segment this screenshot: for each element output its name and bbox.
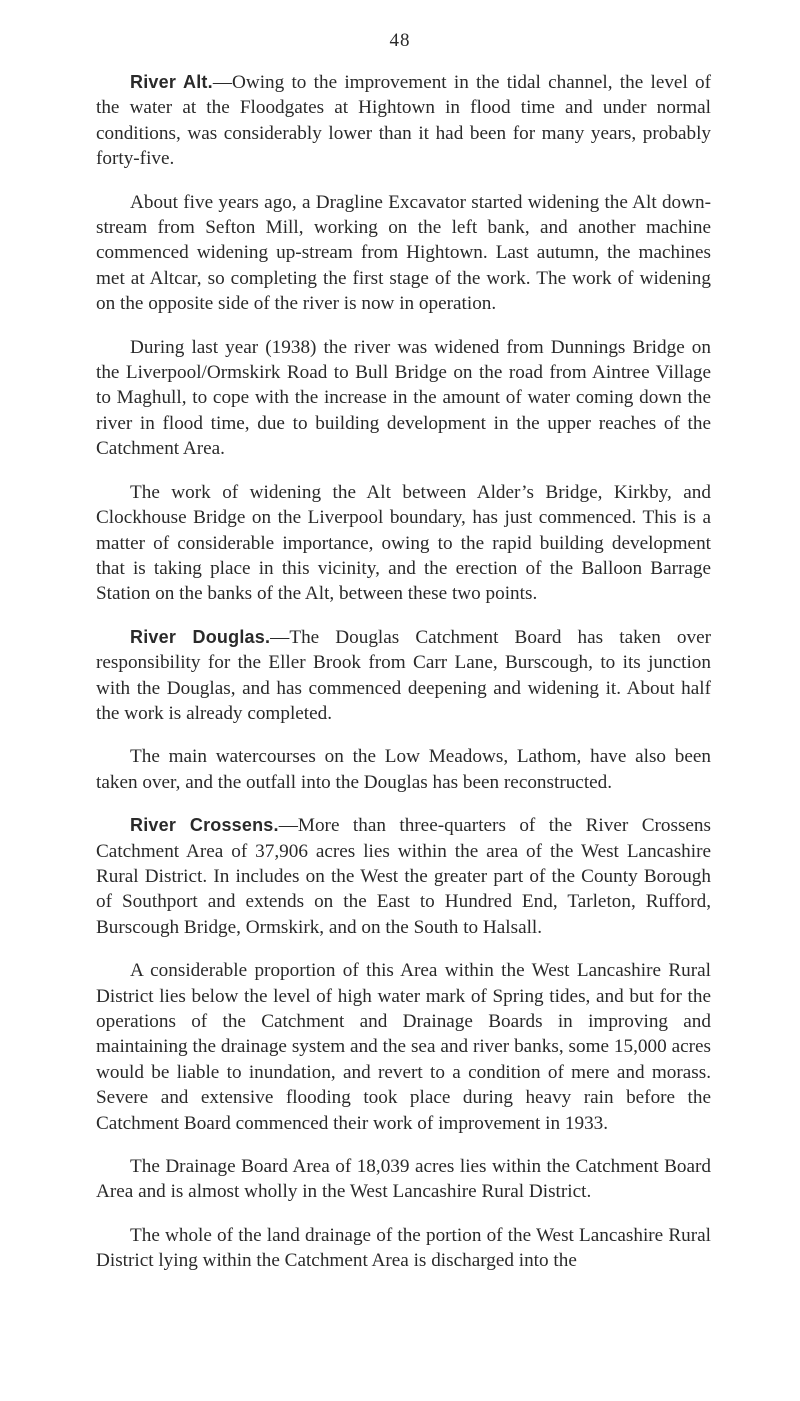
paragraph-text: —Owing to the improvement in the tidal channel, the level of the water at the Floodgates at Hightown in flood time and under normal conditions, was considerably lower than it had been for many years, probably forty-five. (96, 72, 712, 170)
section-heading-river-douglas: River Douglas. (130, 626, 271, 647)
paragraph-river-alt-4: The work of widening the Alt between Alder’s Bridge, Kirkby, and Clockhouse Bridge on the Liverpool boundary, has just commenced. This is a matter of considerable importance, owing to the rapid building development that is taking place in this vicinity, and the erection of the Balloon Barrage Station on the banks of the Alt, between these two points. (96, 481, 711, 605)
paragraph-river-alt-3: During last year (1938) the river was widened from Dunnings Bridge on the Liverpool/Ormskirk Road to Bull Bridge on the road from Aintree Village to Maghull, to cope with the increase in the amount of water coming down the river in flood time, due to building development in the upper reaches of the Catchment Area. (96, 336, 711, 460)
paragraph-river-douglas-2: The main watercourses on the Low Meadows, Lathom, have also been taken over, and the outfall into the Douglas has been reconstructed. (96, 746, 711, 793)
section-heading-river-alt: River Alt. (130, 72, 213, 92)
paragraph-river-crossens-1 (96, 813, 711, 940)
paragraph-river-crossens-3: The Drainage Board Area of 18,039 acres lies within the Catchment Board Area and is almost wholly in the West Lancashire Rural District. (96, 1156, 711, 1203)
page-number: 48 (389, 30, 411, 51)
paragraph-text: —More than three-quarters of the River Crossens Catchment Area of 37,906 acres lies within the area of the West Lancashire Rural District. In includes on the West the greater part of the County Borough of Southport and extends on the East to Hundred End, Tarleton, Rufford, Burscough Bridge, Ormskirk, and on the South to Halsall. (96, 815, 711, 938)
paragraph-river-douglas-1 (96, 625, 711, 727)
body-text (96, 70, 711, 1292)
paragraph-river-crossens-4: The whole of the land drainage of the portion of the West Lancashire Rural District lying within the Catchment Area is discharged into the (96, 1224, 711, 1272)
paragraph-river-alt-2: About five years ago, a Dragline Excavator started widening the Alt down-stream from Sefton Mill, working on the left bank, and another machine commenced widening up-stream from Hightown. Last autumn, the machines met at Altcar, so completing the first stage of the work. The work of widening on the opposite side of the river is now in operation. (96, 191, 711, 315)
paragraph-river-crossens-2: A considerable proportion of this Area within the West Lancashire Rural District lies below the level of high water mark of Spring tides, and but for the operations of the Catchment and Drainage Boards in improving and maintaining the drainage system and the sea and river banks, some 15,000 acres would be liable to inundation, and revert to a condition of mere and morass. Severe and extensive flooding took place during heavy rain before the Catchment Board commenced their work of improvement in 1933. (96, 960, 711, 1134)
paragraph-text: —The Douglas Catchment Board has taken over responsibility for the Eller Brook from Carr Lane, Burscough, to its junction with the Douglas, and has commenced deepening and widening it. About half the work is already completed. (96, 626, 711, 724)
section-heading-river-crossens: River Crossens. (130, 815, 279, 836)
paragraph-river-alt-1 (96, 70, 711, 172)
